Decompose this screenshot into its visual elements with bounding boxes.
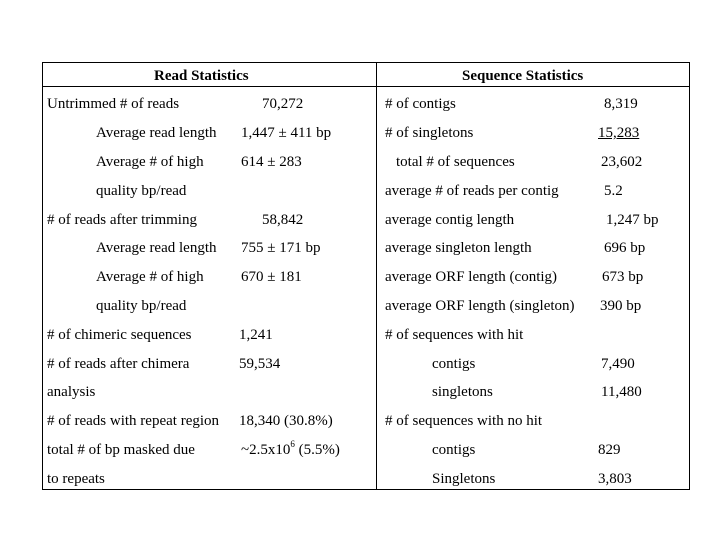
no-hit-label: # of sequences with no hit	[385, 413, 543, 429]
avg-singleton-length-label: average singleton length	[385, 240, 532, 256]
avg-hq-label-1a: Average # of high	[96, 154, 204, 170]
avg-singleton-length-value: 696 bp	[604, 240, 646, 256]
contigs-label: # of contigs	[385, 96, 456, 112]
after-trim-label: # of reads after trimming	[47, 212, 197, 228]
untrimmed-value: 70,272	[262, 96, 304, 112]
avg-orf-contig-value: 673 bp	[602, 269, 644, 285]
nohit-singletons-value: 3,803	[598, 471, 632, 487]
nohit-contigs-label: contigs	[432, 442, 476, 458]
avg-read-length-label-1: Average read length	[96, 125, 217, 141]
contigs-value: 8,319	[604, 96, 638, 112]
hit-contigs-label: contigs	[432, 356, 476, 372]
header-divider	[42, 86, 690, 87]
after-chimera-value: 59,534	[239, 356, 281, 372]
avg-hq-value-2: 670 ± 181	[241, 269, 302, 285]
avg-reads-per-contig-value: 5.2	[604, 183, 623, 199]
avg-reads-per-contig-label: average # of reads per contig	[385, 183, 559, 199]
masked-value-exp: 6	[290, 439, 295, 449]
total-sequences-label: total # of sequences	[396, 154, 515, 170]
avg-orf-singleton-value: 390 bp	[600, 298, 642, 314]
avg-contig-length-label: average contig length	[385, 212, 515, 228]
nohit-contigs-value: 829	[598, 442, 621, 458]
sequence-stats-header: Sequence Statistics	[462, 68, 584, 84]
avg-contig-length-value: 1,247 bp	[606, 212, 659, 228]
chimeric-value: 1,241	[239, 327, 273, 343]
repeat-label: # of reads with repeat region	[47, 413, 220, 429]
masked-value-pct: (5.5%)	[294, 442, 340, 458]
after-chimera-label-b: analysis	[47, 384, 96, 400]
avg-hq-label-1b: quality bp/read	[96, 183, 187, 199]
avg-orf-contig-label: average ORF length (contig)	[385, 269, 558, 285]
avg-orf-singleton-label: average ORF length (singleton)	[385, 298, 575, 314]
singletons-value: 15,283	[598, 125, 640, 141]
avg-read-length-label-2: Average read length	[96, 240, 217, 256]
hit-singletons-value: 11,480	[601, 384, 642, 400]
chimeric-label: # of chimeric sequences	[47, 327, 192, 343]
hit-contigs-value: 7,490	[601, 356, 635, 372]
total-sequences-value: 23,602	[601, 154, 643, 170]
column-divider	[376, 62, 377, 490]
avg-read-length-value-2: 755 ± 171 bp	[241, 240, 321, 256]
masked-label-a: total # of bp masked due	[47, 442, 195, 458]
masked-value-base: ~2.5x10	[241, 442, 291, 458]
masked-label-b: to repeats	[47, 471, 105, 487]
singletons-label: # of singletons	[385, 125, 474, 141]
after-trim-value: 58,842	[262, 212, 304, 228]
hit-singletons-label: singletons	[432, 384, 493, 400]
untrimmed-label: Untrimmed # of reads	[47, 96, 180, 112]
nohit-singletons-label: Singletons	[432, 471, 496, 487]
masked-value	[241, 441, 340, 459]
avg-hq-value-1: 614 ± 283	[241, 154, 302, 170]
avg-hq-label-2b: quality bp/read	[96, 298, 187, 314]
avg-hq-label-2a: Average # of high	[96, 269, 204, 285]
read-stats-header: Read Statistics	[154, 68, 249, 84]
avg-read-length-value-1: 1,447 ± 411 bp	[241, 125, 332, 141]
after-chimera-label-a: # of reads after chimera	[47, 356, 190, 372]
with-hit-label: # of sequences with hit	[385, 327, 524, 343]
repeat-value: 18,340 (30.8%)	[239, 413, 333, 429]
